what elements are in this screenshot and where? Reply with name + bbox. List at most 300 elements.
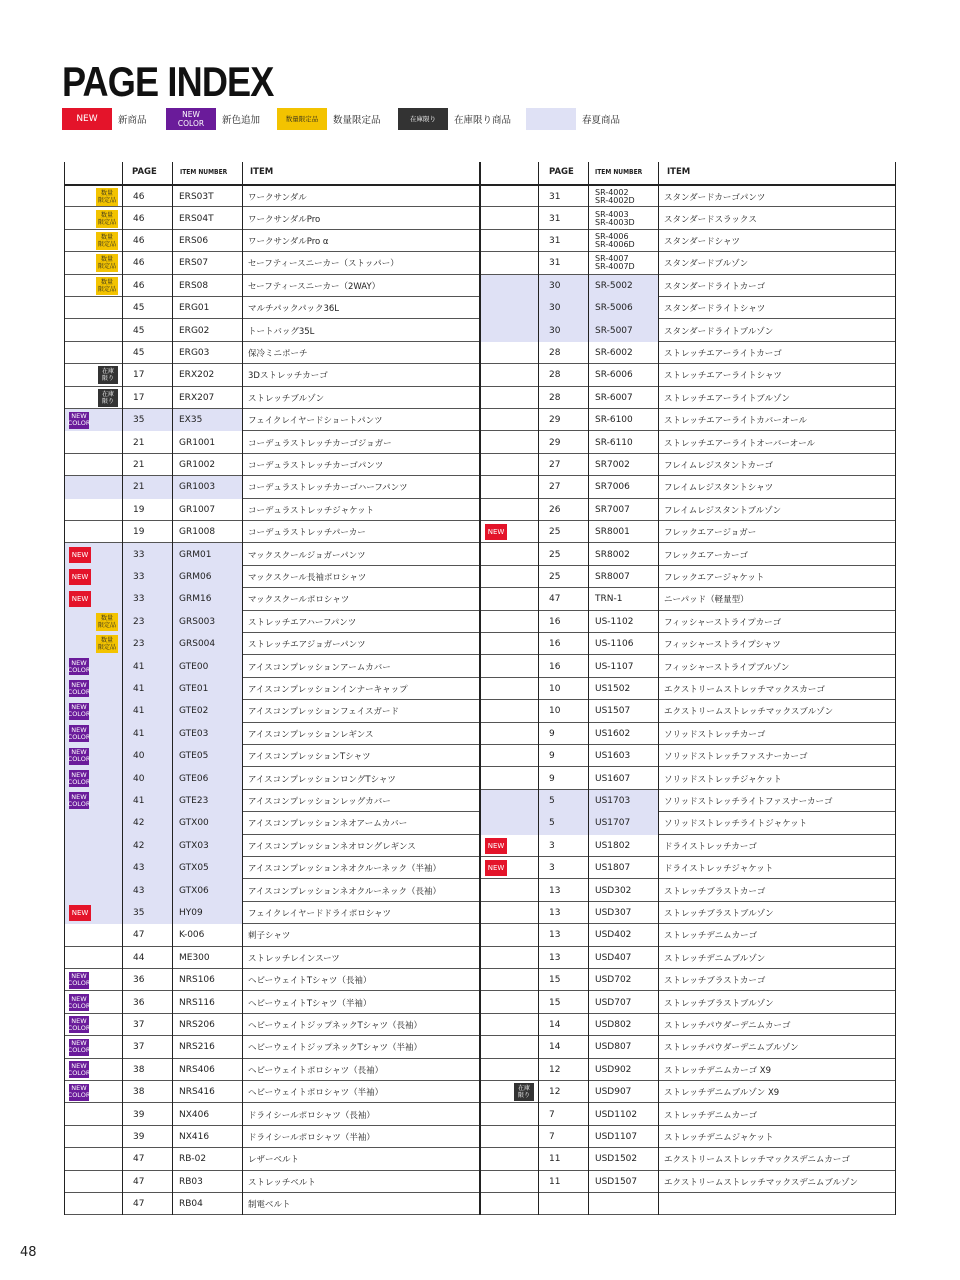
column-divider [122,162,123,1215]
item-cell: スタンダードシャツ [664,236,740,247]
page-cell: 14 [549,1019,561,1030]
table-row [64,1148,480,1170]
item-cell: アイスコンプレッションアームカバー [248,662,391,673]
item-cell: ヘビーウェイトポロシャツ（長袖） [248,1065,384,1076]
table-row [480,297,896,319]
item-cell: ストレッチエアジョガーパンツ [248,640,366,651]
page-cell: 9 [549,773,555,784]
legend-new [62,108,147,130]
table-row [64,767,480,789]
table-header-left [64,162,480,185]
table-row [480,476,896,498]
item-number-cell: USD1502 [595,1154,638,1165]
item-number-cell: SR-5007 [588,319,658,341]
column-divider [242,162,243,1215]
legend-new-label: 新商品 [118,115,147,126]
table-row [480,409,896,431]
page-cell: 11 [549,1176,561,1187]
page-cell: 41 [122,678,172,700]
page-cell: 29 [549,415,561,426]
legend-spring-summer [526,108,620,130]
item-cell: 刺子シャツ [248,931,291,942]
page-cell: 30 [538,319,588,341]
item-number-cell: SR-6006 [595,370,633,381]
page-cell: 33 [122,566,172,588]
table-row [64,969,480,991]
item-number-cell [588,207,658,229]
page-cell: 42 [122,835,172,857]
item-number-cell: USD707 [595,997,632,1008]
new-color-badge: NEW COLOR [67,725,91,741]
table-row [64,319,480,341]
limited-badge: 数量 限定品 [97,614,116,629]
table-row [64,588,480,610]
column-divider [588,162,589,1215]
page-cell: 37 [133,1042,145,1053]
item-cell: ストレッチブラストブルゾン [664,908,774,919]
item-cell: ワークサンダルPro [248,214,321,225]
badge-cell [480,588,538,610]
item-cell: ストレッチエアーライトカバーオール [664,416,807,427]
badge-cell [64,678,122,700]
item-cell: コーデュラストレッチカーゴパンツ [248,460,384,471]
item-number-cell: GRM01 [172,543,242,565]
item-number-cell: NRS216 [179,1042,215,1053]
table-row [480,364,896,386]
badge-cell [480,611,538,633]
item-number-cell: US1602 [595,728,631,739]
badge-cell [64,1059,122,1081]
badge-cell [480,745,538,767]
table-row [64,879,480,901]
page-cell: 19 [133,527,145,538]
item-cell: フレイムレジスタントシャツ [664,483,774,494]
badge-cell [480,991,538,1013]
page-cell: 17 [133,392,145,403]
item-cell: アイスコンプレッションネオクルーネック（半袖） [248,864,441,875]
page-cell: 13 [549,885,561,896]
badge-cell [480,812,538,834]
page-cell: 45 [133,347,145,358]
item-number-cell: HY09 [172,902,242,924]
badge-cell [480,275,538,297]
item-number-cell: ERS08 [179,280,209,291]
item-number-cell: USD302 [595,885,632,896]
item-cell: アイスコンプレッションTシャツ [248,752,371,763]
page-cell: 13 [549,930,561,941]
item-cell: ヘビーウェイトTシャツ（長袖） [248,976,372,987]
new-color-badge: NEW COLOR [67,412,91,428]
table-row [64,297,480,319]
badge-cell [480,186,538,208]
new-color-badge: NEW COLOR [67,748,91,764]
item-number-cell: SR8007 [595,571,630,582]
item-number-cell: NX416 [179,1131,210,1142]
item-cell: ストレッチエアハーフパンツ [248,617,357,628]
item-cell: ソリッドストレッチジャケット [664,774,782,785]
table-row [64,207,480,229]
page-cell: 19 [133,504,145,515]
column-divider [172,162,173,1215]
item-cell: フレイムレジスタントカーゴ [664,460,774,471]
item-cell: ストレッチデニムジャケット [664,1132,774,1143]
page-cell: 35 [122,902,172,924]
in-stock-only-badge: 在庫 限り [98,366,118,384]
badge-cell [64,387,122,409]
item-cell: エクストリームストレッチマックスデニムカーゴ [664,1155,850,1166]
item-cell: ワークサンダル [248,193,307,204]
item-cell: ヘビーウェイトポロシャツ（半袖） [248,1088,384,1099]
page-cell: 7 [549,1131,555,1142]
table-row [480,1171,896,1193]
page-cell: 23 [122,611,172,633]
item-number-cell: SR-6100 [595,415,633,426]
item-cell: フレックエアーカーゴ [664,550,748,561]
new-color-badge: NEW COLOR [67,972,91,988]
item-number-variant: SR-4003D [595,217,635,227]
badge-cell [64,364,122,386]
table-row [64,1193,480,1215]
item-number-cell: GR1003 [172,476,242,498]
table-row [480,700,896,722]
table-row [480,879,896,901]
item-cell: コーデュラストレッチパーカー [248,528,366,539]
item-number-cell: US1607 [595,773,631,784]
table-row [480,902,896,924]
table-row [64,566,480,588]
table-row [480,387,896,409]
table-row [480,1059,896,1081]
badge-cell [480,499,538,521]
page-cell: 28 [549,392,561,403]
badge-cell [64,700,122,722]
item-number: SR-4007 [595,254,629,264]
item-cell: ストレッチデニムブルゾン X9 [664,1088,780,1099]
item-cell: フレイムレジスタントブルゾン [664,505,782,516]
new-badge: NEW [69,569,91,585]
page-cell: 3 [549,840,555,851]
badge-cell [480,1103,538,1125]
new-color-badge: NEW COLOR [67,703,91,719]
table-row [480,319,896,341]
item-number-cell: SR-6002 [595,347,633,358]
page-cell: 3 [549,863,555,874]
item-cell: ストレッチブルゾン [248,393,325,404]
item-cell: ストレッチデニムカーゴ [664,1110,758,1121]
table-row [64,812,480,834]
item-number-cell: GR1001 [179,437,216,448]
table-row [480,499,896,521]
new-badge: NEW [69,547,91,563]
page-cell: 10 [549,706,561,717]
item-cell: ドライシールポロシャツ（長袖） [248,1110,375,1121]
page-cell: 31 [549,192,561,203]
item-cell: スタンダードライトシャツ [664,304,766,315]
page-cell: 21 [133,437,145,448]
legend-stock [398,108,511,130]
page-cell: 28 [549,370,561,381]
item-number-variant: SR-4002D [595,196,635,206]
page-cell: 46 [133,213,145,224]
table-row [64,857,480,879]
table-row [64,275,480,297]
badge-cell [64,476,122,498]
new-badge: NEW [485,860,507,876]
badge-cell [64,969,122,991]
table-row [480,207,896,229]
header-item: ITEM [667,167,691,177]
page-cell: 33 [122,543,172,565]
badge-cell [480,364,538,386]
in-stock-only-badge: 在庫 限り [514,1083,534,1101]
table-row [480,454,896,476]
table-row [480,342,896,364]
table-row [480,588,896,610]
item-cell: セーフティースニーカー（ストッパー） [248,259,399,270]
table-row [480,543,896,565]
badge-cell [480,924,538,946]
item-number-cell: GTE23 [172,790,242,812]
page-cell: 15 [549,975,561,986]
item-cell: ストレッチエアーライトオーバーオール [664,438,816,449]
item-number-cell: SR7006 [595,482,630,493]
item-cell: フィッシャーストライプシャツ [664,640,781,651]
page-cell: 9 [549,751,555,762]
badge-cell [480,297,538,319]
page-cell: 41 [122,723,172,745]
item-number-cell: GTE01 [172,678,242,700]
page-cell: 39 [133,1131,145,1142]
page-cell: 15 [549,997,561,1008]
badge-cell [64,230,122,252]
new-color-badge: NEW COLOR [67,680,91,696]
item-cell: アイスコンプレッションネオアームカバー [248,819,408,830]
item-number-cell: SR8002 [595,549,630,560]
item-number-cell: ERX202 [179,370,215,381]
item-number-cell: SR-6110 [595,437,633,448]
item-cell: スタンダードスラックス [664,214,757,225]
badge-cell [64,454,122,476]
badge-cell [480,476,538,498]
page-cell: 26 [549,504,561,515]
badge-cell [64,611,122,633]
legend-stock-label: 在庫限り商品 [454,115,512,126]
index-table-left [64,162,480,1217]
page-cell: 7 [549,1109,555,1120]
limited-badge: 数量 限定品 [97,637,116,652]
new-color-badge: NEW COLOR [67,1061,91,1077]
item-cell: ソリッドストレッチライトファスナーカーゴ [664,796,833,807]
item-number-cell [588,186,658,208]
badge-cell [64,947,122,969]
column-divider [480,162,481,1215]
page-cell: 36 [133,997,145,1008]
table-row [480,1081,896,1103]
item-number-cell [588,230,658,252]
table-row [480,678,896,700]
table-row [64,835,480,857]
page-cell: 25 [549,549,561,560]
item-cell: 制電ベルト [248,1200,291,1211]
header-page: PAGE [132,167,157,177]
badge-cell [480,387,538,409]
page-cell: 47 [133,1199,145,1210]
page-cell: 47 [133,1176,145,1187]
table-row [64,655,480,677]
page-cell: 12 [549,1064,561,1075]
badge-cell [480,1036,538,1058]
item-number-cell: GRS004 [172,633,242,655]
badge-cell [64,1081,122,1103]
table-row [480,185,896,207]
item-number-cell: US1707 [588,812,658,834]
item-cell: フレックエアージャケット [664,572,765,583]
page-cell: 46 [133,235,145,246]
table-row [480,812,896,834]
item-cell: エクストリームストレッチマックスカーゴ [664,684,825,695]
item-cell: 3Dストレッチカーゴ [248,371,328,382]
page-cell: 21 [122,476,172,498]
item-cell: ストレッチブラストブルゾン [664,998,774,1009]
table-row [64,476,480,498]
badge-cell [64,1171,122,1193]
badge-cell [64,252,122,274]
table-row [480,969,896,991]
item-number-cell: ERS07 [179,258,209,269]
item-cell: ストレッチデニムカーゴ [664,931,758,942]
badge-cell [64,342,122,364]
item-number-cell: ME300 [179,952,210,963]
item-number-cell: NRS116 [179,997,215,1008]
legend-spring-summer-label: 春夏商品 [582,115,621,126]
item-cell: スタンダードライトブルゾン [664,326,774,337]
item-number-cell: US1603 [595,751,631,762]
table-row [64,1014,480,1036]
item-number-cell: NRS416 [179,1087,215,1098]
item-cell: コーデュラストレッチジャケット [248,505,375,516]
item-cell: ストレッチパウダーデニムブルゾン [664,1043,799,1054]
item-cell: ヘビーウェイトジップネックTシャツ（長袖） [248,1020,423,1031]
page-cell: 29 [549,437,561,448]
item-cell: マックスクールポロシャツ [248,595,350,606]
badge-cell [480,409,538,431]
badge-cell [64,588,122,610]
item-number-cell: GTE03 [172,723,242,745]
item-number-cell: NRS206 [179,1019,215,1030]
item-number-cell: TRN-1 [595,594,623,605]
header-item: ITEM [250,167,274,177]
item-number-cell: GRM06 [172,566,242,588]
badge-cell [480,1081,538,1103]
badge-cell [480,655,538,677]
new-color-badge: NEW COLOR [67,1016,91,1032]
table-row [64,543,480,565]
table-row [64,409,480,431]
page-cell: 11 [549,1154,561,1165]
badge-cell [64,543,122,565]
table-row [64,723,480,745]
badge-cell [64,812,122,834]
table-row [480,431,896,453]
badge-cell [480,1059,538,1081]
page-cell: 17 [133,370,145,381]
badge-cell [64,409,122,431]
badge-cell [480,454,538,476]
badge-cell [64,275,122,297]
item-cell: アイスコンプレッションレギンス [248,729,374,740]
page-number: 48 [20,1245,37,1260]
item-number-cell: GTX00 [172,812,242,834]
table-row [480,790,896,812]
table-row [64,499,480,521]
item-number-cell: SR7002 [595,459,630,470]
new-color-badge: NEW COLOR [67,658,91,674]
badge-cell [480,521,538,543]
item-cell: ワークサンダルPro α [248,236,329,247]
item-cell: 保冷ミニポーチ [248,348,308,359]
table-row [64,1103,480,1125]
table-row [64,1171,480,1193]
badge-cell [64,499,122,521]
table-row [480,230,896,252]
badge-cell [480,431,538,453]
page-cell: 46 [133,280,145,291]
badge-cell [480,857,538,879]
page-cell: 27 [549,482,561,493]
item-cell: ソリッドストレッチファスナーカーゴ [664,752,808,763]
limited-badge: 数量 限定品 [97,190,116,205]
page-cell: 38 [133,1064,145,1075]
badge-cell [480,633,538,655]
page-cell: 27 [549,459,561,470]
item-cell: ストレッチエアーライトカーゴ [664,348,782,359]
item-cell: フェイクレイヤードドライポロシャツ [248,908,392,919]
item-number-variant: SR-4006D [595,239,635,249]
badge-cell [64,297,122,319]
item-number-cell: GTE05 [172,745,242,767]
item-number-cell: USD1507 [595,1176,638,1187]
badge-cell [480,723,538,745]
page-cell: 13 [549,952,561,963]
item-cell: トートバッグ35L [248,326,315,337]
page-cell: 5 [538,812,588,834]
new-color-badge: NEW COLOR [67,792,91,808]
item-cell: マックスクール長袖ポロシャツ [248,572,367,583]
item-number: SR-4006 [595,231,629,241]
badge-cell [480,700,538,722]
item-number-cell: GR1008 [179,527,216,538]
page-cell: 30 [538,297,588,319]
item-number-cell: NRS106 [179,975,215,986]
badge-cell [480,947,538,969]
legend-limited-badge: 数量限定品 [277,108,327,130]
item-number-cell: ERG03 [179,347,210,358]
item-number-cell: USD402 [595,930,632,941]
item-number-cell: GTX06 [172,879,242,901]
item-number-cell: SR7007 [595,504,630,515]
column-divider [538,162,539,1215]
new-badge: NEW [485,524,507,540]
item-cell: コーデュラストレッチカーゴハーフパンツ [248,483,408,494]
badge-cell [480,969,538,991]
badge-cell [64,1148,122,1170]
index-table-right [480,162,896,1217]
table-row [64,185,480,207]
item-cell: セーフティースニーカー（2WAY） [248,281,381,292]
column-divider [658,162,659,1215]
item-number-cell: US-1107 [595,661,634,672]
item-number-cell: GTX05 [172,857,242,879]
